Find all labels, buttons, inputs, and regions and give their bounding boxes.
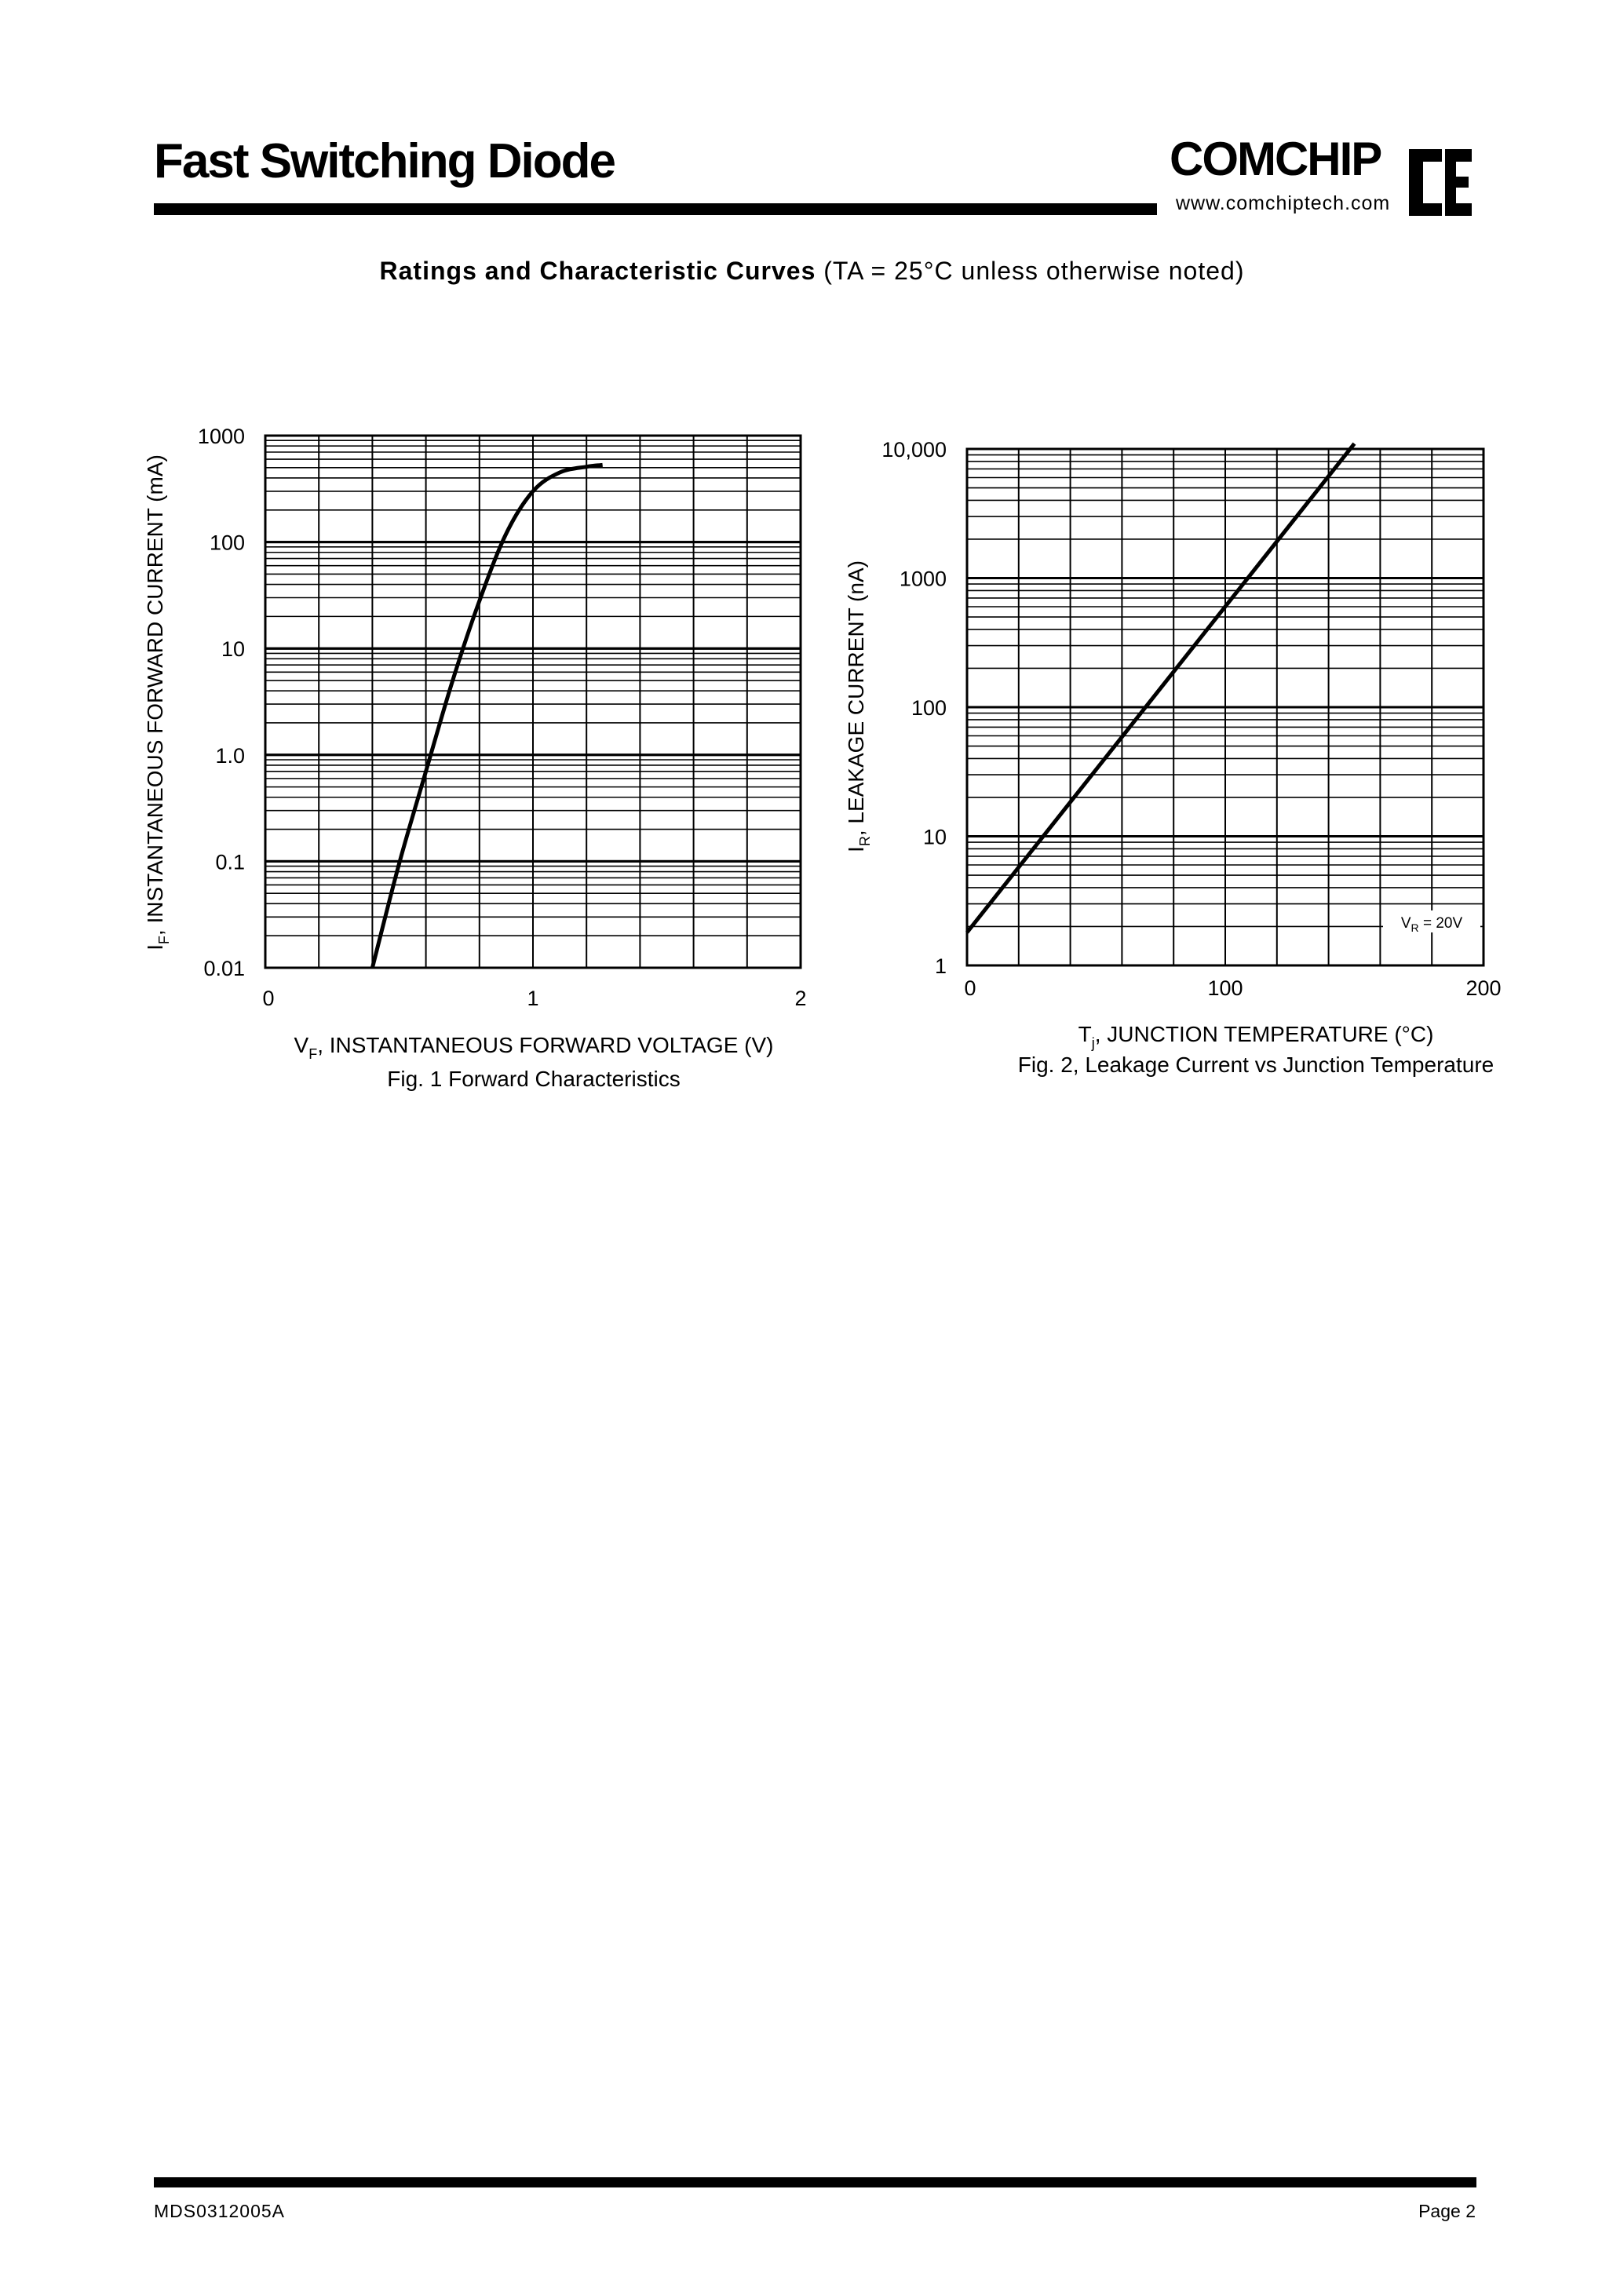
c2-x-axis-label: $T_j$, JUNCTION TEMPERATURE (°C) (1078, 1022, 1434, 1051)
chart-forward-characteristics (143, 425, 807, 1091)
c1-x-tick-label: 1 (527, 987, 539, 1010)
footer-rule (154, 2177, 1476, 2187)
c1-y-tick-label: 0.01 (203, 957, 245, 980)
c2-annotation: $V_R = 20V$ (1400, 915, 1463, 934)
brand-name: COMCHIP (1170, 133, 1381, 185)
c2-grid (967, 449, 1483, 965)
c2-y-tick-labels (881, 438, 947, 978)
c1-y-tick-label: 10 (221, 637, 245, 662)
c1-series-line (372, 465, 602, 968)
c2-y-tick-label: 10 (922, 825, 947, 849)
subtitle-bold: Ratings and Characteristic Curves (379, 257, 816, 285)
c1-x-tick-labels (262, 987, 806, 1010)
c2-y-tick-label: 10,000 (881, 438, 947, 462)
chart-leakage-current (844, 438, 1502, 1077)
c2-y-axis-label: $I_R$, LEAKAGE CURRENT (nA) (844, 560, 873, 852)
c1-y-tick-label: 100 (209, 531, 245, 555)
c2-y-tick-label: 1000 (899, 567, 947, 591)
c1-y-tick-labels (198, 425, 245, 980)
c1-x-tick-label: 2 (794, 987, 807, 1010)
c1-x-tick-label: 0 (262, 987, 275, 1010)
c1-y-tick-label: 1.0 (215, 743, 245, 768)
c2-y-tick-label: 100 (911, 696, 947, 720)
page-title: Fast Switching Diode (154, 134, 615, 188)
c1-caption: Fig. 1 Forward Characteristics (387, 1067, 681, 1091)
c2-caption: Fig. 2, Leakage Current vs Junction Temperature (1017, 1053, 1494, 1077)
c1-y-tick-label: 0.1 (215, 850, 245, 874)
brand-url: www.comchiptech.com (1176, 192, 1391, 214)
doc-id: MDS0312005A (154, 2201, 285, 2221)
c1-grid (265, 436, 801, 968)
c1-y-tick-label: 1000 (197, 425, 245, 448)
page-number: Page 2 (1418, 2201, 1476, 2221)
c2-y-tick-label: 1 (934, 954, 947, 978)
c2-x-tick-label: 100 (1207, 976, 1243, 1000)
c1-y-axis-label: $I_F$, INSTANTANEOUS FORWARD CURRENT (mA) (143, 454, 172, 950)
c2-x-tick-labels (964, 976, 1501, 1000)
c1-x-axis-label: $V_F$, INSTANTANEOUS FORWARD VOLTAGE (V) (294, 1033, 774, 1062)
c2-x-tick-label: 0 (964, 976, 976, 1000)
c2-x-tick-label: 200 (1465, 976, 1502, 1000)
subtitle-conditions: (TA = 25°C unless otherwise noted) (823, 257, 1245, 285)
